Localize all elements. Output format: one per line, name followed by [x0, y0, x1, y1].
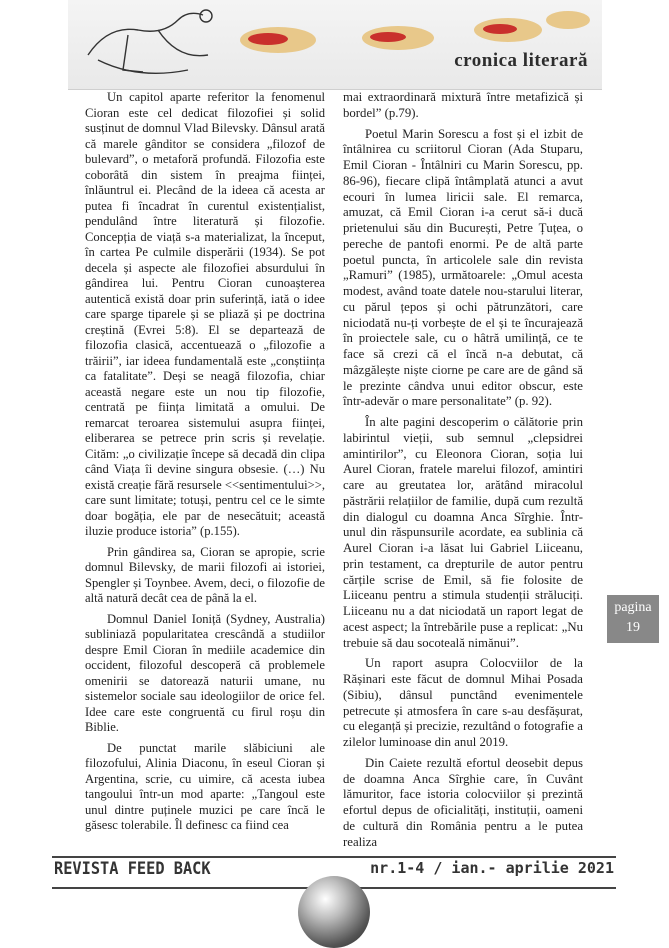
footprint-shape-4 — [546, 11, 590, 29]
paragraph: Un capitol aparte referitor la fenomenul Cioran este cel dedicat filozofiei și solid susținut de domnul Vlad Bilevsky. Dânsul arată că marele gânditor se considera „filozof de bulevard”, o metaforă profundă. Filozofia este coborâtă din sistem în preajma ființei, înlăuntrul ei. Plecând de la ideea că acesta ar putea fi încadrat în curentul existențialist, pendulând între literatură și filozofie. Concepția de viață s-a materializat, la început, în cartea Pe culmile disperării (1934). Se pot decela și aspecte ale filozofiei absurdului în gândirea lui. Pentru Cioran cunoașterea autentică există doar prin suferință, iată o idee care sparge tiparele și se pliază și pe doctrina creștină (Evrei 5:8). El se departează de filozofia clasică, accentuează o „filozofie a trăirii”, iar ideea fundamentală este „conștiința ca fatalitate”. Deși se neagă filozofia, chiar această negare este un nou tip filozofie, centrată pe ființa limitată a omului. De remarcat teroarea sistemului asupra ființei, eliberarea se petrece prin scris și revelație. Cităm: „o civilizație începe să decadă din clipa când Viața îi devine singura obsesie. (…) Nu există creație fără resursele <<sentimentului>>, care sunt limitate; totuși, pentru cel ce le simte doar bogăția, ele par de nesecătuit; această iluzie produce istoria” (p.155). — [85, 90, 325, 538]
footprint-red-3 — [483, 24, 517, 34]
section-rubric: cronica literară — [454, 50, 588, 71]
footprint-red-1 — [248, 33, 288, 45]
footprint-red-2 — [370, 32, 406, 42]
header-banner — [68, 0, 602, 90]
paragraph: De punctat marile slăbiciuni ale filozofului, Alinia Diaconu, în eseul Cioran și Argentina, scrie, cu uimire, că acesta iubea tangoului într-un mod aparte: „Tangoul este unul dintre puținele muzici pe care încă le găsesc tolerabile. Îl definesc ca fiind cea — [85, 740, 325, 832]
right-column — [343, 90, 583, 850]
magazine-name: REVISTA FEED BACK — [54, 859, 211, 879]
page-number-box — [607, 595, 659, 643]
decorative-sphere-icon — [298, 876, 370, 948]
left-column — [85, 90, 325, 834]
paragraph: Poetul Marin Sorescu a fost și el izbit de întâlnirea cu scriitorul Cioran (Ada Stuparu, Emil Cioran - Întâlniri cu Marin Sorescu, pp. 86-96), fiecare clipă întâmplată atunci a avut ecouri în lumea liricii sale. El remarca, amuzat, că Emil Cioran i-a cerut să-i ducă prietenului său din București, Petre Țuțea, o pereche de pantofi enormi. Pe de altă parte poetul puncta, în articolele sale din revista „Ramuri” (1985), următoarele: „Omul acesta modest, având toate datele nou-starului literar, cu părul țepos și ochi pătrunzători, care niciodată nu-ți vorbește de el și te încurajează în proiectele sale, cu o hâtră umilință, ce te face să crezi că el încă n-a debutat, că mâzgălește niște ciorne pe care are de gând să le prezinte cândva unui editor obscur, este într-adevăr o mare personalitate” (p. 92). — [343, 126, 583, 409]
paragraph: În alte pagini descoperim o călătorie prin labirintul vieții, sub semnul „clepsidrei amintirilor”, cu Eleonora Cioran, soția lui Aurel Cioran, fratele marelui filozof, amintiri care au greutatea lor, arătând miracolul păstrării relațiilor de familie, după cum rezultă din dialogul cu doamna Anca Sîrghie. Într-unul din răspunsurile acordate, ea sublinia că Aurel Cioran i-a lăsat lui Gabriel Liiceanu, prin testament, ca drepturile de autor pentru cărțile scrise de Emil, să fie folosite de Liiceanu pentru a stimula studenții străluciți. Liiceanu nu a dat niciodată un raport legat de acest aspect; la întrebările puse a replicat: „Nu trebuie să dau socoteală nimănui”. — [343, 415, 583, 650]
issue-info: nr.1-4 / ian.- aprilie 2021 — [370, 859, 614, 877]
paragraph: Domnul Daniel Ioniță (Sydney, Australia) subliniază popularitatea crescândă a studiilor despre Emil Cioran în mediile academice din occident, filozoful descoperă că problemele omenirii se datorează naturii umane, nu sistemelor sociale sau ideologiilor de orice fel. Idee care este congruentă cu firul roșu din Biblie. — [85, 611, 325, 734]
page-label: pagina — [614, 600, 652, 615]
paragraph: Prin gândirea sa, Cioran se apropie, scrie domnul Bilevsky, de marii filozofi ai istoriei, Spengler și Toynbee. Avem, deci, o filozofie de altă natură decât cea de până la el. — [85, 544, 325, 605]
paragraph: mai extraordinară mixtură între metafizică și bordel” (p.79). — [343, 90, 583, 120]
sketch-figure-icon — [88, 10, 212, 73]
paragraph: Un raport asupra Colocviilor de la Rășinari este făcut de domnul Mihai Posada (Sibiu), dânsul punctând evenimentele petrecute și atmosfera în care s-au desfășurat, cu eleganță și precizie, rezultând o fotografie a zilelor luminoase din anul 2019. — [343, 656, 583, 749]
page-number: 19 — [626, 620, 640, 635]
paragraph: Din Caiete rezultă efortul deosebit depus de doamna Anca Sîrghie care, în Cuvânt lămuritor, face istoria colocviilor și prezintă efortul depus de oficialități, instituții, oameni de cultură din România pentru a le putea realiza — [343, 755, 583, 849]
header-illustration — [68, 0, 602, 89]
